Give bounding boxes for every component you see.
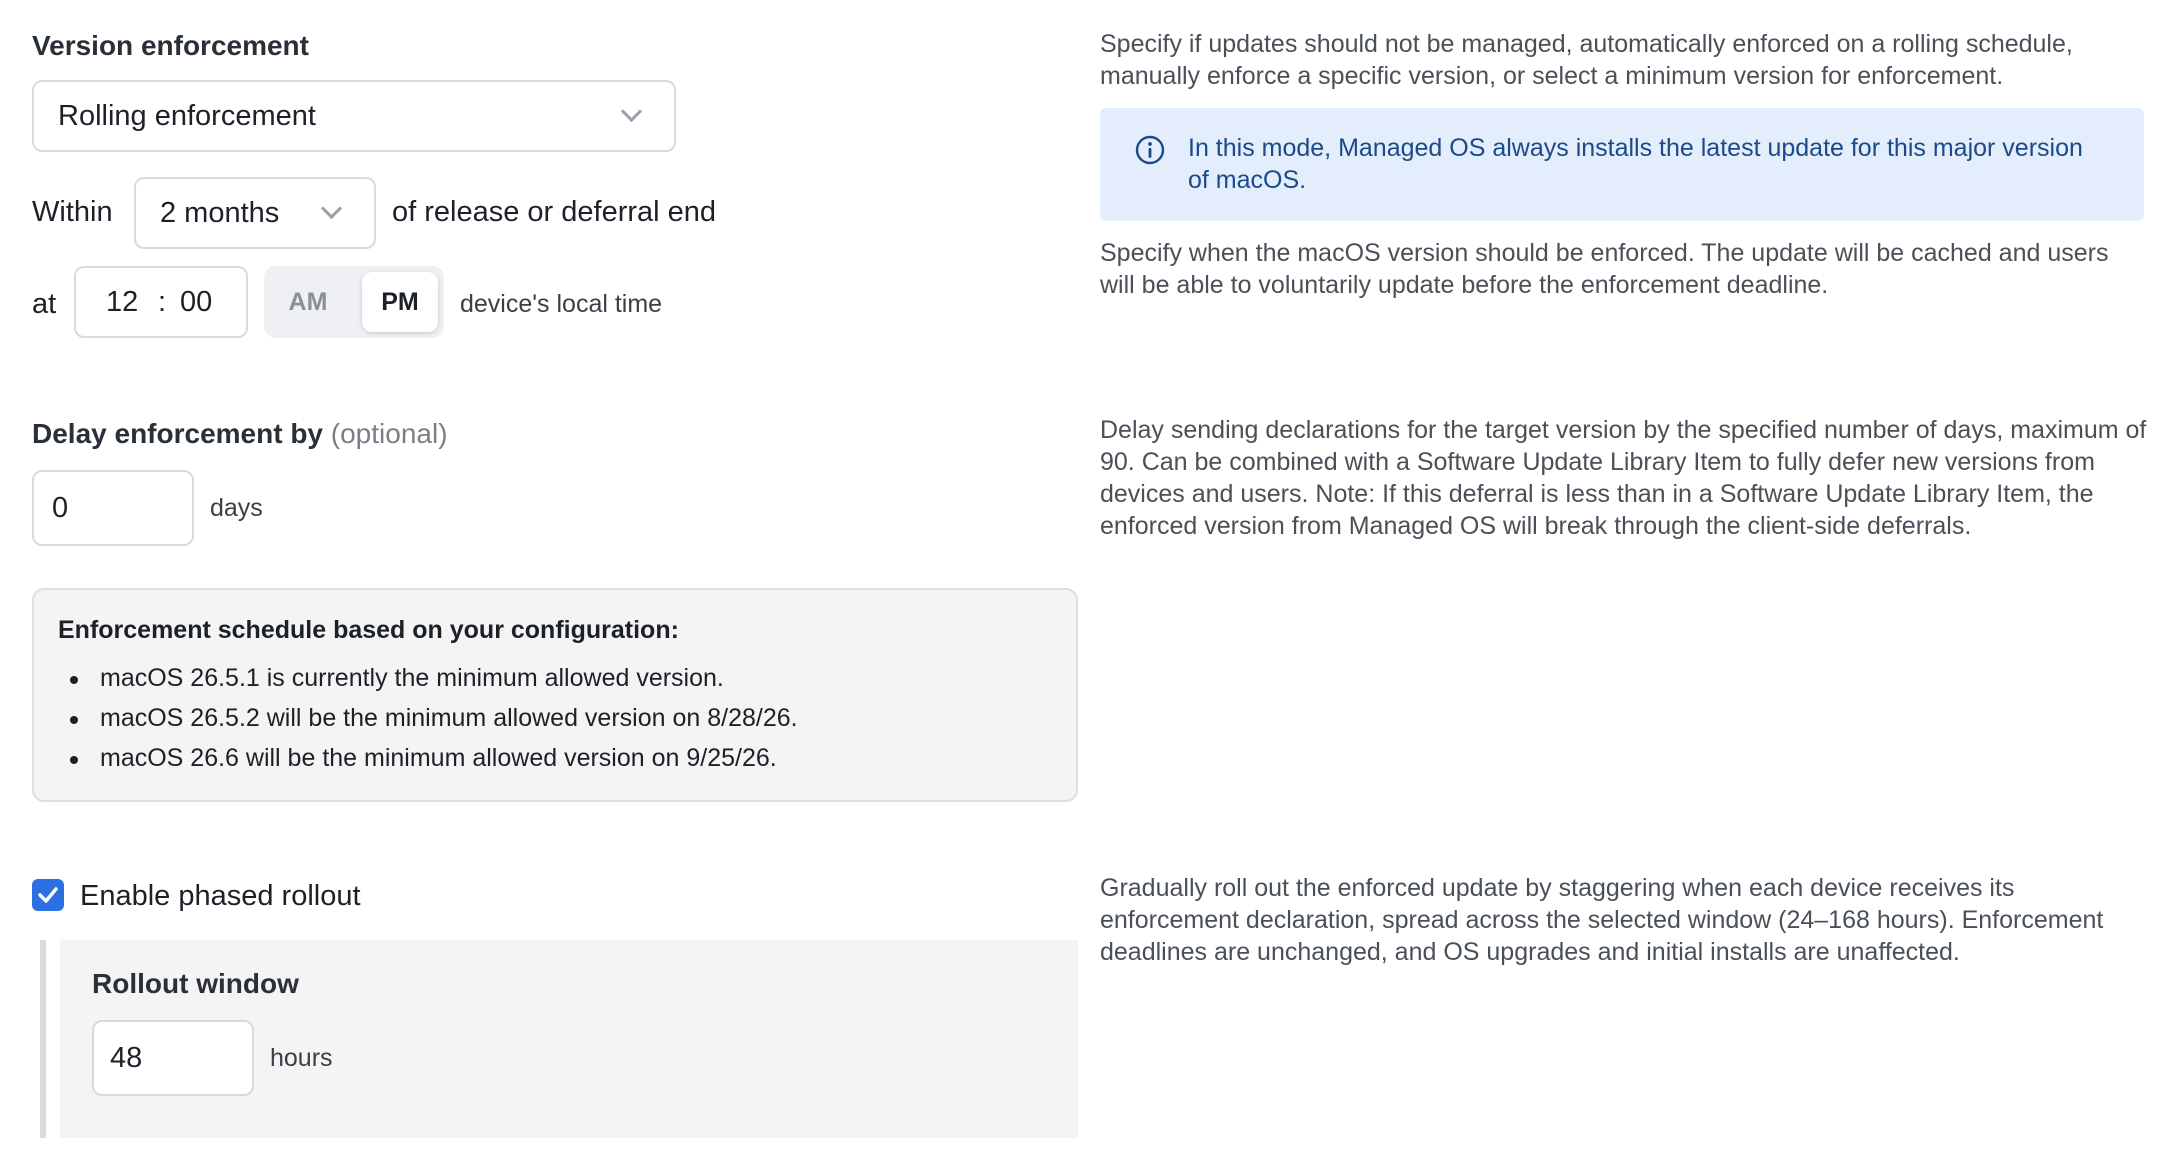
hours-unit-label: hours bbox=[270, 1044, 333, 1072]
delay-enforcement-label bbox=[32, 418, 448, 450]
delay-days-input[interactable] bbox=[32, 470, 194, 546]
rollout-window-label: Rollout window bbox=[92, 968, 299, 999]
info-callout bbox=[1100, 108, 2144, 221]
time-separator: : bbox=[158, 286, 167, 318]
am-button[interactable]: AM bbox=[288, 288, 328, 316]
minute-input[interactable]: 00 bbox=[180, 286, 213, 318]
chevron-down-icon bbox=[621, 101, 642, 122]
rollout-hours-value: 48 bbox=[110, 1042, 143, 1074]
chevron-down-icon bbox=[321, 198, 342, 219]
enforcement-schedule-box bbox=[32, 588, 1078, 802]
days-unit-label: days bbox=[210, 494, 263, 522]
phased-rollout-checkbox[interactable] bbox=[32, 879, 64, 911]
within-select[interactable] bbox=[134, 177, 376, 249]
version-enforcement-select[interactable] bbox=[32, 80, 676, 152]
within-value: 2 months bbox=[160, 197, 280, 229]
bullet-icon bbox=[70, 676, 78, 684]
am-pm-toggle bbox=[264, 266, 444, 338]
delay-days-value: 0 bbox=[52, 492, 69, 524]
version-enforcement-description: Specify if updates should not be managed, automatically enforced on a rolling schedule, manually enforce a specific version, or select a minimum version for enforcement. bbox=[1100, 30, 2073, 90]
time-input[interactable] bbox=[74, 266, 248, 338]
bullet-icon bbox=[70, 756, 78, 764]
within-suffix: of release or deferral end bbox=[392, 196, 717, 228]
info-text: In this mode, Managed OS always installs the latest update for this major version of macOS. bbox=[1188, 134, 2083, 194]
list-item: macOS 26.6 will be the minimum allowed version on 9/25/26. bbox=[100, 744, 777, 772]
rollout-hours-input[interactable] bbox=[92, 1020, 254, 1096]
version-enforcement-value: Rolling enforcement bbox=[58, 100, 316, 132]
at-label: at bbox=[32, 288, 57, 320]
info-icon bbox=[1134, 134, 1166, 166]
list-item: macOS 26.5.1 is currently the minimum allowed version. bbox=[100, 664, 724, 692]
pm-button[interactable]: PM bbox=[362, 272, 438, 332]
local-time-label: device's local time bbox=[460, 290, 663, 318]
enforcement-time-description: Specify when the macOS version should be enforced. The update will be cached and users will be able to voluntarily update before the enforcement deadline. bbox=[1100, 239, 2109, 299]
schedule-title: Enforcement schedule based on your configuration: bbox=[58, 616, 679, 644]
within-label: Within bbox=[32, 196, 113, 228]
version-enforcement-label: Version enforcement bbox=[32, 30, 309, 61]
rollout-indent-bar bbox=[40, 940, 46, 1138]
phased-rollout-label: Enable phased rollout bbox=[80, 880, 361, 912]
optional-label: (optional) bbox=[330, 418, 448, 449]
checkmark-icon bbox=[37, 886, 59, 904]
rollout-window-panel bbox=[60, 940, 1078, 1138]
delay-label-text: Delay enforcement by bbox=[32, 418, 323, 449]
delay-description: Delay sending declarations for the target version by the specified number of days, maximum of 90. Can be combined with a Software Update Library Item to fully defer new versions from devices and users. Note: If this deferral is less than in a Software Update Library Item, the enforced version from Managed OS will break through the client-side deferrals. bbox=[1100, 416, 2147, 540]
hour-input[interactable]: 12 bbox=[106, 286, 139, 318]
phased-rollout-description: Gradually roll out the enforced update by staggering when each device receives its enforcement declaration, spread across the selected window (24–168 hours). Enforcement deadlines are unchanged, and OS upgrades and initial installs are unaffected. bbox=[1100, 874, 2104, 966]
bullet-icon bbox=[70, 716, 78, 724]
list-item: macOS 26.5.2 will be the minimum allowed version on 8/28/26. bbox=[100, 704, 798, 732]
